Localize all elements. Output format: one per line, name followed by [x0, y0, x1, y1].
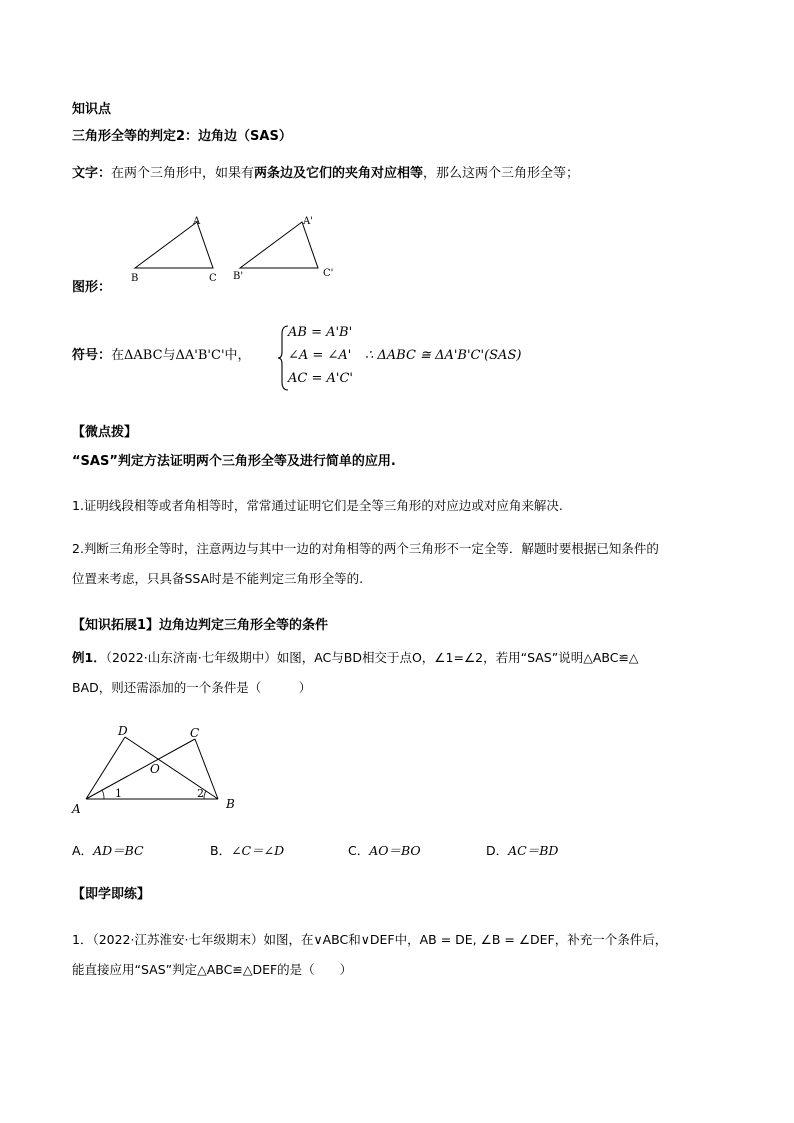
tip-title: 【微点拨】: [72, 425, 138, 440]
question-1-line-2: 能直接应用“SAS”判定△ABC≌△DEF的是（ ）: [72, 962, 353, 977]
symbol-label: 符号：: [72, 348, 112, 363]
segment-bd: [125, 737, 218, 799]
question-1-line-1: 1．（2022·江苏淮安·七年级期末）如图，在∨ABC和∨DEF中，AB = DE, ∠B = ∠DEF，补充一个条件后，: [72, 932, 668, 947]
label-b-prime: B': [233, 271, 244, 282]
label-a2: A: [72, 802, 81, 816]
heading: 三角形全等的判定2：边角边（SAS）: [72, 129, 292, 144]
option-b[interactable]: B．∠C＝∠D: [210, 843, 285, 858]
tip-2-line-1: 2.判断三角形全等时，注意两边与其中一边的对角相等的两个三角形不一定全等．解题时要根据已知条件的: [72, 541, 659, 556]
angle-2-arc: [204, 791, 206, 799]
tip-1: 1.证明线段相等或者角相等时，常常通过证明它们是全等三角形的对应边或对应角来解决.: [72, 498, 563, 513]
option-c[interactable]: C．AO＝BO: [348, 843, 421, 858]
label-angle-1: 1: [115, 787, 122, 800]
section-title: 知识点: [72, 102, 112, 117]
angle-1-arc: [102, 790, 104, 799]
label-o: O: [150, 762, 160, 776]
option-d[interactable]: D．AC＝BD: [486, 843, 559, 858]
label-a: A: [193, 216, 201, 227]
brace-row-3: AC = A'C': [288, 371, 353, 386]
label-a-prime: A': [303, 216, 313, 227]
option-a[interactable]: A．AD＝BC: [72, 843, 144, 858]
extension-title: 【知识拓展1】边角边判定三角形全等的条件: [72, 618, 329, 633]
triangles-figure: [120, 210, 350, 290]
intersecting-triangles-figure: [66, 722, 246, 822]
text-label: 文字：: [72, 166, 112, 181]
triangle-abc: [135, 222, 213, 268]
text-before: 在两个三角形中，如果有: [111, 166, 255, 181]
brace-row-1: AB = A'B': [288, 325, 353, 340]
label-b: B: [131, 273, 139, 284]
tip-subtitle: “SAS”判定方法证明两个三角形全等及进行简单的应用.: [72, 454, 396, 469]
conclusion: ∴ ΔABC ≅ ΔA'B'C'(SAS): [365, 348, 522, 363]
practice-title: 【即学即练】: [72, 887, 151, 902]
label-c-prime: C': [323, 268, 334, 279]
label-angle-2: 2: [197, 787, 204, 800]
symbol-line: [72, 347, 251, 365]
label-d: D: [118, 724, 128, 738]
example-text-1: （2022·山东济南·七年级期中）如图，AC与BD相交于点O，∠1=∠2，若用“SAS”说明△ABC≌△: [105, 650, 639, 665]
text-line: [72, 165, 579, 183]
text-bold: 两条边及它们的夹角对应相等: [254, 166, 424, 181]
text-after: ，那么这两个三角形全等；: [423, 166, 580, 181]
brace-row-2: ∠A = ∠A': [288, 348, 352, 363]
label-c: C: [209, 273, 217, 284]
figure-label: 图形：: [72, 280, 112, 295]
triangle-abc-prime: [240, 222, 318, 268]
symbol-prefix: 在ΔABC与ΔA'B'C'中，: [111, 348, 251, 363]
example-num: 例1．: [72, 650, 106, 665]
label-c2: C: [190, 726, 200, 740]
label-b2: B: [226, 797, 235, 811]
tip-2-line-2: 位置来考虑，只具备SSA时是不能判定三角形全等的.: [72, 571, 364, 586]
example-line-1: [72, 649, 639, 667]
example-line-2: BAD，则还需添加的一个条件是（ ）: [72, 680, 312, 695]
